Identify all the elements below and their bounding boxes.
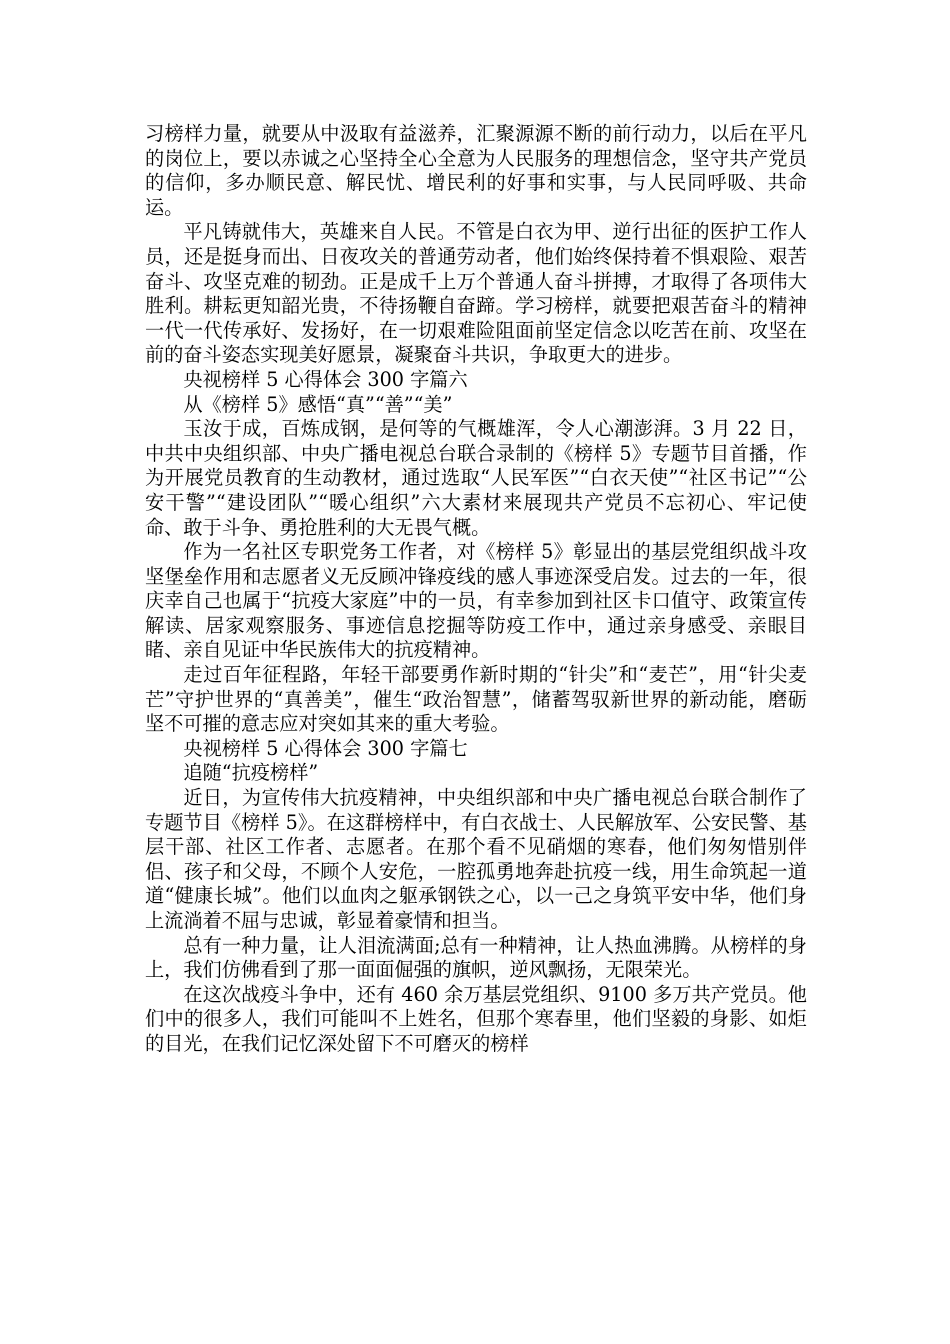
paragraph-continuation: 习榜样力量，就要从中汲取有益滋养，汇聚源源不断的前行动力，以后在平凡的岗位上，要以赤诚之心坚持全心全意为人民服务的理想信念，坚守共产党员的信仰，多办顺民意、解民忧、增民利的好事和实事，与人民同呼吸、共命运。 [145, 122, 807, 219]
paragraph-body: 平凡铸就伟大，英雄来自人民。不管是白衣为甲、逆行出征的医护工作人员，还是挺身而出、日夜攻关的普通劳动者，他们始终保持着不惧艰险、艰苦奋斗、攻坚克难的韧劲。正是成千上万个普通人奋斗拼搏，才取得了各项伟大胜利。耕耘更知韶光贵，不待扬鞭自奋蹄。学习榜样，就要把艰苦奋斗的精神一代一代传承好、发扬好，在一切艰难险阻面前坚定信念以吃苦在前、攻坚在前的奋斗姿态实现美好愿景，凝聚奋斗共识，争取更大的进步。 [145, 220, 807, 367]
paragraph-body: 作为一名社区专职党务工作者，对《榜样 5》彰显出的基层党组织战斗攻坚堡垒作用和志愿者义无反顾冲锋疫线的感人事迹深受启发。过去的一年，很庆幸自己也属于“抗疫大家庭”中的一员，有幸参加到社区卡口值守、政策宣传解读、居家观察服务、事迹信息挖掘等防疫工作中，通过亲身感受、亲眼目睹、亲自见证中华民族伟大的抗疫精神。 [145, 540, 807, 662]
section-heading: 央视榜样 5 心得体会 300 字篇七 [183, 736, 468, 760]
document-page [145, 122, 807, 1057]
paragraph-body: 近日，为宣传伟大抗疫精神，中央组织部和中央广播电视总台联合制作了专题节目《榜样 5》。在这群榜样中，有白衣战士、人民解放军、公安民警、基层干部、社区工作者、志愿者。在那个看不见硝烟的寒春，他们匆匆惜别伴侣、孩子和父母，不顾个人安危，一腔孤勇地奔赴抗疫一线，用生命筑起一道道“健康长城”。他们以血肉之躯承钢铁之心，以一己之身筑平安中华，他们身上流淌着不屈与忠诚，彰显着豪情和担当。 [145, 786, 807, 932]
article-title: 从《榜样 5》感悟“真”“善”“美” [183, 392, 453, 416]
paragraph-body: 总有一种力量，让人泪流满面;总有一种精神，让人热血沸腾。从榜样的身上，我们仿佛看到了那一面面倔强的旗帜，逆风飘扬，无限荣光。 [145, 933, 807, 982]
article-title: 追随“抗疫榜样” [183, 761, 319, 785]
paragraph-body: 走过百年征程路，年轻干部要勇作新时期的“针尖”和“麦芒”，用“针尖麦芒”守护世界的“真善美”，催生“政治智慧”，储蓄驾驭新世界的新动能，磨砺坚不可摧的意志应对突如其来的重大考验。 [145, 663, 807, 736]
paragraph-body: 玉汝于成，百炼成钢，是何等的气概雄浑，令人心潮澎湃。3 月 22 日，中共中央组织部、中央广播电视总台联合录制的《榜样 5》专题节目首播，作为开展党员教育的生动教材，通过选取“人民军医”“白衣天使”“社区书记”“公安干警”“建设团队”“暖心组织”六大素材来展现共产党员不忘初心、牢记使命、敢于斗争、勇抢胜利的大无畏气概。 [145, 417, 807, 539]
section-heading: 央视榜样 5 心得体会 300 字篇六 [183, 367, 468, 391]
paragraph-body: 在这次战疫斗争中，还有 460 余万基层党组织、9100 多万共产党员。他们中的很多人，我们可能叫不上姓名，但那个寒春里，他们坚毅的身影、如炬的目光，在我们记忆深处留下不可磨灭的榜样 [145, 982, 807, 1055]
